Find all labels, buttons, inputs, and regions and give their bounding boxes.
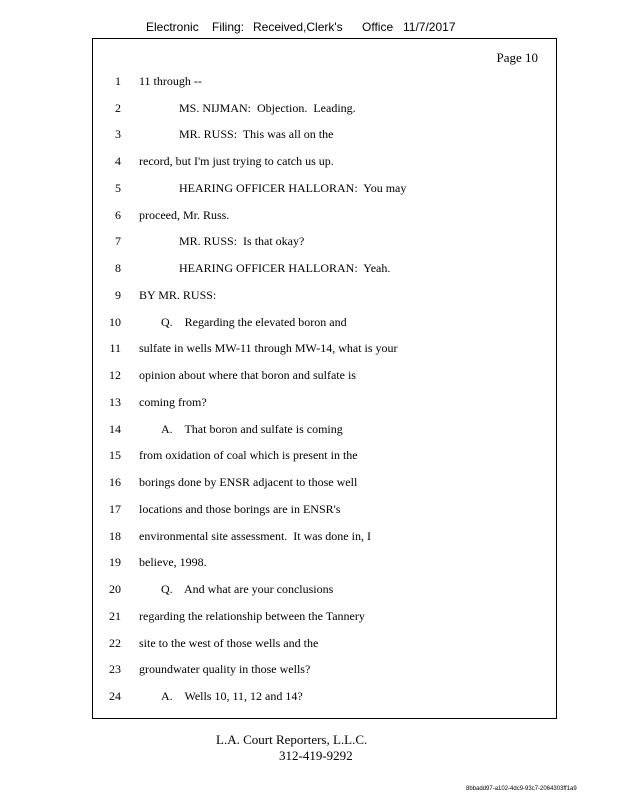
line-text: regarding the relationship between the Tannery <box>139 609 365 623</box>
line-number: 9 <box>115 288 121 302</box>
transcript-line <box>93 422 558 442</box>
transcript-line <box>93 341 558 361</box>
line-text: believe, 1998. <box>139 555 207 569</box>
line-text: borings done by ENSR adjacent to those well <box>139 475 358 489</box>
transcript-line <box>93 315 558 335</box>
filing-stamp-word-office: Office <box>362 20 394 34</box>
transcript-line <box>93 261 558 281</box>
line-text: MR. RUSS: This was all on the <box>179 127 334 141</box>
transcript-line <box>93 662 558 682</box>
line-number: 16 <box>109 475 121 489</box>
transcript-line <box>93 368 558 388</box>
line-number: 4 <box>115 154 121 168</box>
line-number: 2 <box>115 101 121 115</box>
line-number: 13 <box>109 395 121 409</box>
line-number: 14 <box>109 422 121 436</box>
line-number: 21 <box>109 609 121 623</box>
transcript-line <box>93 502 558 522</box>
line-number: 24 <box>109 689 121 703</box>
transcript-line <box>93 74 558 94</box>
line-number: 19 <box>109 555 121 569</box>
line-text: Q. Regarding the elevated boron and <box>161 315 347 329</box>
transcript-line <box>93 448 558 468</box>
transcript-line <box>93 181 558 201</box>
line-number: 22 <box>109 636 121 650</box>
transcript-line <box>93 609 558 629</box>
transcript-line <box>93 234 558 254</box>
line-text: A. Wells 10, 11, 12 and 14? <box>161 689 303 703</box>
line-number: 5 <box>115 181 121 195</box>
transcript-line <box>93 127 558 147</box>
line-text: record, but I'm just trying to catch us up. <box>139 154 334 168</box>
line-text: locations and those borings are in ENSR's <box>139 502 341 516</box>
line-number: 23 <box>109 662 121 676</box>
line-text: BY MR. RUSS: <box>139 288 217 302</box>
line-text: proceed, Mr. Russ. <box>139 208 230 222</box>
transcript-line <box>93 689 558 709</box>
transcript-line <box>93 555 558 575</box>
transcript-line <box>93 475 558 495</box>
page-number: Page 10 <box>496 50 538 65</box>
line-number: 20 <box>109 582 121 596</box>
line-number: 1 <box>115 74 121 88</box>
transcript-line <box>93 154 558 174</box>
line-text: MS. NIJMAN: Objection. Leading. <box>179 101 356 115</box>
transcript-line <box>93 529 558 549</box>
filing-stamp-date: 11/7/2017 <box>403 20 456 34</box>
line-number: 7 <box>115 234 121 248</box>
reporter-phone: 312-419-9292 <box>279 748 353 763</box>
transcript-line <box>93 288 558 308</box>
line-text: from oxidation of coal which is present in the <box>139 448 358 462</box>
line-number: 8 <box>115 261 121 275</box>
line-number: 12 <box>109 368 121 382</box>
reporter-name: L.A. Court Reporters, L.L.C. <box>216 732 368 747</box>
filing-stamp-word-electronic: Electronic <box>146 20 199 34</box>
line-text: environmental site assessment. It was done in, I <box>139 529 371 543</box>
line-text: 11 through -- <box>139 74 202 88</box>
line-number: 17 <box>109 502 121 516</box>
line-number: 10 <box>109 315 121 329</box>
line-text: MR. RUSS: Is that okay? <box>179 234 305 248</box>
transcript-line <box>93 395 558 415</box>
line-number: 6 <box>115 208 121 222</box>
line-text: Q. And what are your conclusions <box>161 582 334 596</box>
transcript-page <box>92 38 557 719</box>
line-text: site to the west of those wells and the <box>139 636 319 650</box>
line-number: 3 <box>115 127 121 141</box>
transcript-line <box>93 208 558 228</box>
line-number: 18 <box>109 529 121 543</box>
line-number: 11 <box>109 341 121 355</box>
line-text: HEARING OFFICER HALLORAN: You may <box>179 181 407 195</box>
line-text: sulfate in wells MW-11 through MW-14, what is your <box>139 341 398 355</box>
transcript-line <box>93 101 558 121</box>
filing-stamp-word-received: Received,Clerk's <box>253 20 343 34</box>
line-text: A. That boron and sulfate is coming <box>161 422 343 436</box>
line-text: opinion about where that boron and sulfate is <box>139 368 356 382</box>
transcript-line <box>93 582 558 602</box>
line-number: 15 <box>109 448 121 462</box>
line-text: coming from? <box>139 395 207 409</box>
line-text: groundwater quality in those wells? <box>139 662 311 676</box>
transcript-line <box>93 636 558 656</box>
filing-stamp-word-filing: Filing: <box>212 20 245 34</box>
document-hash: 8bbadd97-a102-4dc9-93c7-2064303ff1a9 <box>466 786 577 792</box>
line-text: HEARING OFFICER HALLORAN: Yeah. <box>179 261 391 275</box>
